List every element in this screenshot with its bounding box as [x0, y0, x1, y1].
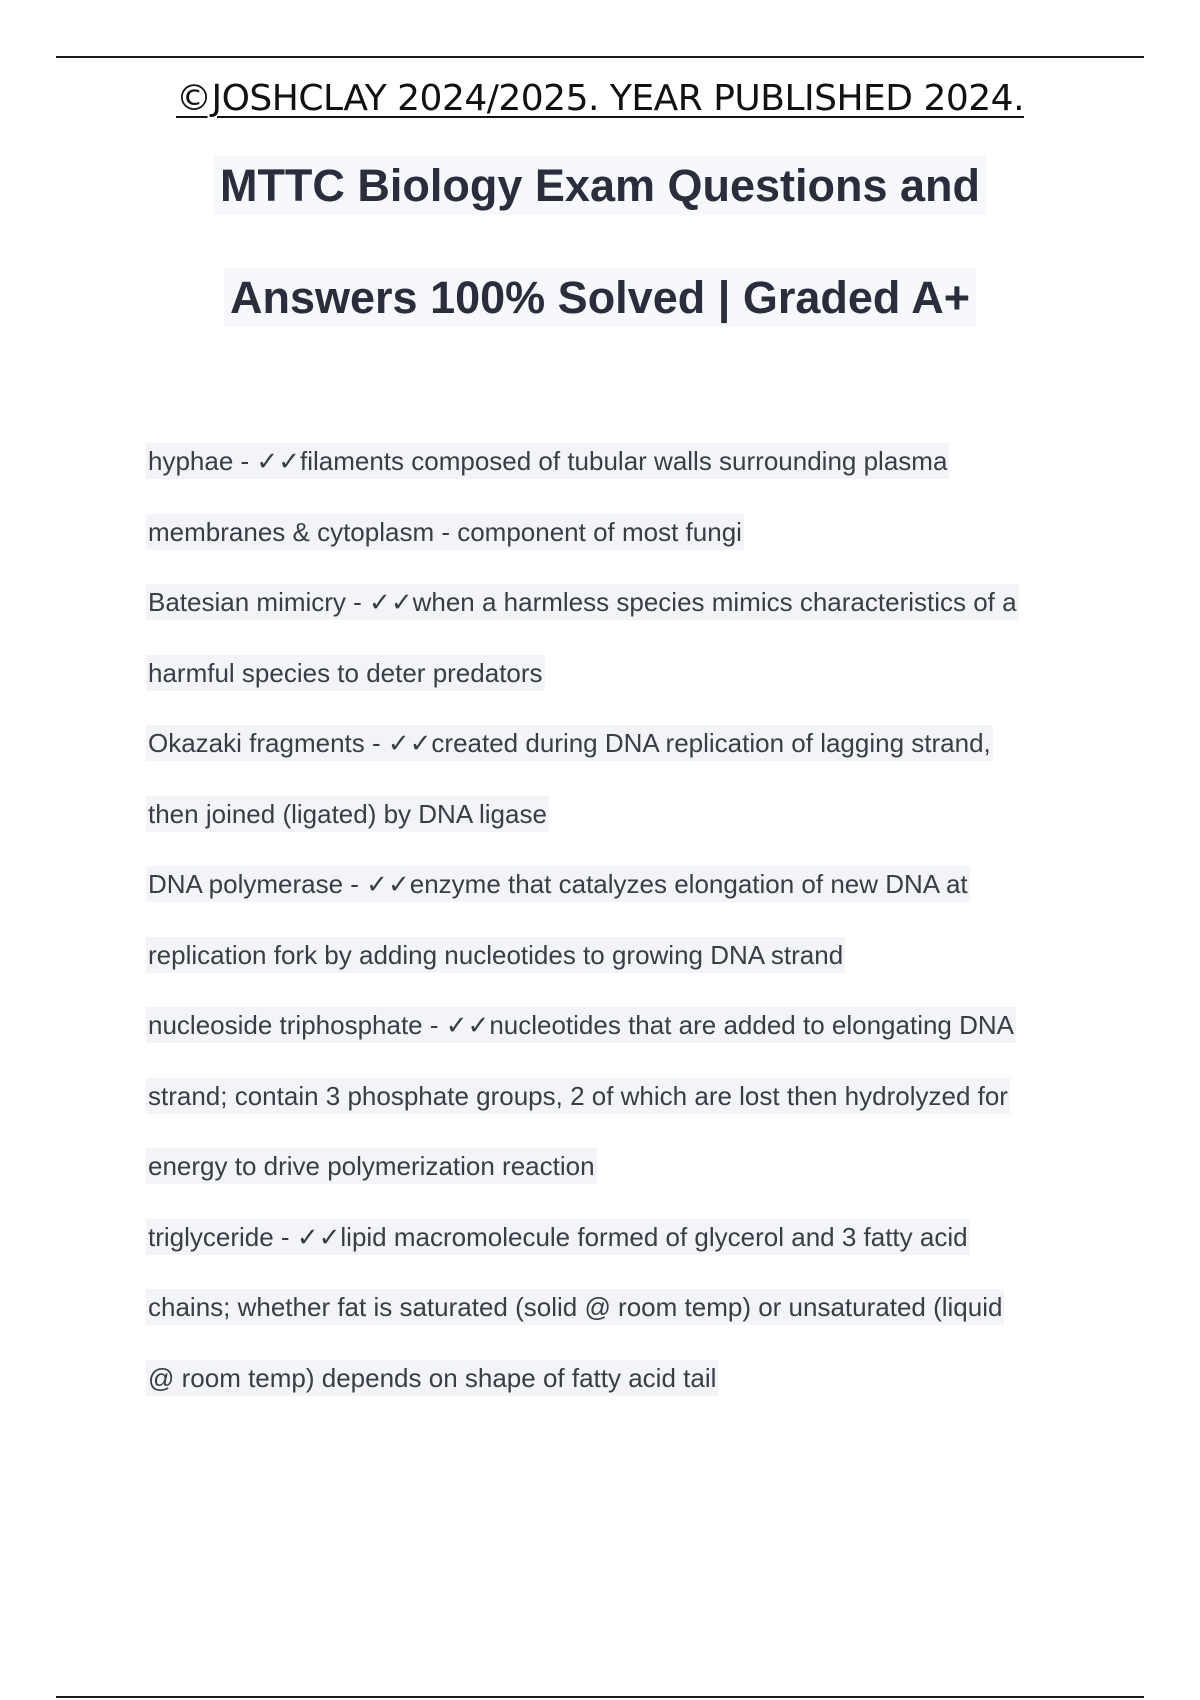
- text-line: chains; whether fat is saturated (solid @ room temp) or unsaturated (liquid: [146, 1292, 1106, 1363]
- document-title-line-1: [0, 160, 1200, 212]
- bottom-rule: [56, 1696, 1144, 1698]
- text-line: membranes & cytoplasm - component of most fungi: [146, 517, 1106, 588]
- text-line: Batesian mimicry - ✓✓when a harmless species mimics characteristics of a: [146, 587, 1106, 658]
- text-line: harmful species to deter predators: [146, 658, 1106, 729]
- title-text-1: MTTC Biology Exam Questions and: [214, 156, 986, 215]
- document-title-line-2: [0, 272, 1200, 324]
- text-line: energy to drive polymerization reaction: [146, 1151, 1106, 1222]
- top-rule: [56, 56, 1144, 58]
- text-line: then joined (ligated) by DNA ligase: [146, 799, 1106, 870]
- qa-content: [146, 446, 1106, 1433]
- text-line: nucleoside triphosphate - ✓✓nucleotides that are added to elongating DNA: [146, 1010, 1106, 1081]
- text-line: triglyceride - ✓✓lipid macromolecule formed of glycerol and 3 fatty acid: [146, 1222, 1106, 1293]
- copyright-header: [0, 78, 1200, 119]
- text-line: strand; contain 3 phosphate groups, 2 of which are lost then hydrolyzed for: [146, 1081, 1106, 1152]
- text-line: DNA polymerase - ✓✓enzyme that catalyzes elongation of new DNA at: [146, 869, 1106, 940]
- text-line: replication fork by adding nucleotides to growing DNA strand: [146, 940, 1106, 1011]
- text-line: hyphae - ✓✓filaments composed of tubular walls surrounding plasma: [146, 446, 1106, 517]
- title-text-2: Answers 100% Solved | Graded A+: [224, 268, 976, 327]
- copyright-text: ©JOSHCLAY 2024/2025. YEAR PUBLISHED 2024.: [175, 78, 1025, 119]
- text-line: Okazaki fragments - ✓✓created during DNA replication of lagging strand,: [146, 728, 1106, 799]
- text-line: @ room temp) depends on shape of fatty acid tail: [146, 1363, 1106, 1434]
